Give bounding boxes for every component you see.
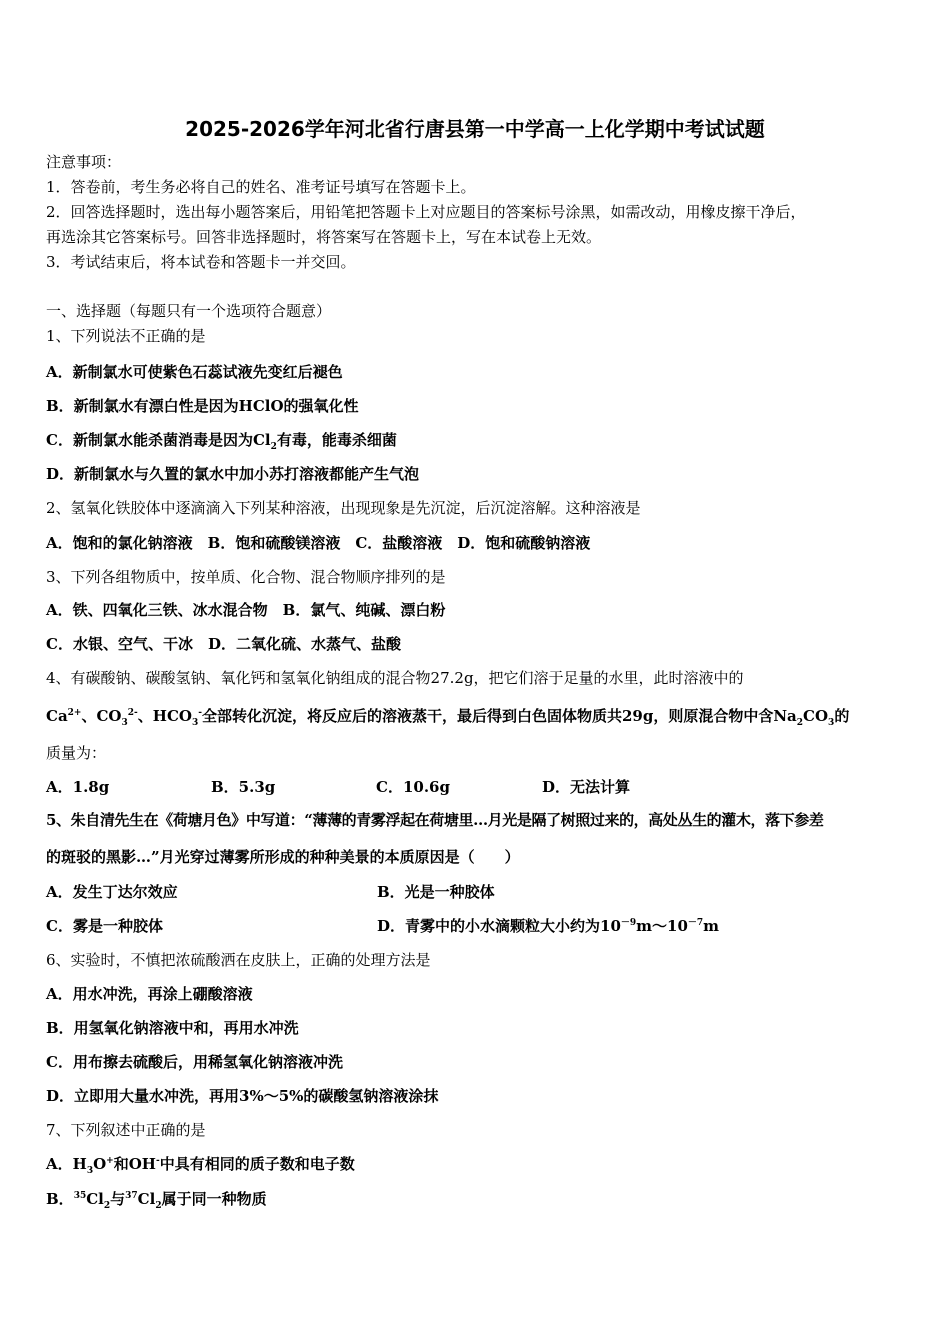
question-1-option-a: A．新制氯水可使紫色石蕊试液先变红后褪色 (46, 363, 343, 381)
subscript: 2 (270, 442, 277, 452)
question-7-option-a (46, 1154, 355, 1174)
question-3-options-ab: A．铁、四氧化三铁、冰水混合物 B．氯气、纯碱、漂白粉 (46, 601, 446, 619)
superscript: 2- (127, 708, 138, 718)
question-7-option-b (46, 1189, 267, 1209)
question-4-option-d: D．无法计算 (542, 778, 631, 796)
question-5-option-b: B．光是一种胶体 (377, 883, 495, 901)
superscript: 35 (73, 1191, 87, 1201)
option-a-text-mid: 和OH (113, 1155, 156, 1173)
ion-co3: 、CO (81, 707, 122, 725)
formula-text: Cl (86, 1190, 104, 1208)
question-5-option-c: C．雾是一种胶体 (46, 917, 163, 935)
question-2-stem: 2、氢氧化铁胶体中逐滴滴入下列某种溶液，出现现象是先沉淀，后沉淀溶解。这种溶液是 (46, 499, 641, 517)
superscript: - (155, 1156, 160, 1166)
subscript: 2 (796, 718, 804, 728)
question-5-options-ab (46, 882, 906, 902)
question-4-stem-line-2 (46, 706, 849, 726)
question-6-option-b: B．用氢氧化钠溶液中和，再用水冲洗 (46, 1019, 299, 1037)
question-6-option-a: A．用水冲洗，再涂上硼酸溶液 (46, 985, 253, 1003)
option-b-text: B． (46, 1190, 74, 1208)
question-1-option-d: D．新制氯水与久置的氯水中加小苏打溶液都能产生气泡 (46, 465, 420, 483)
question-4-stem-line-3: 质量为： (46, 744, 107, 762)
notice-item-1: 1．答卷前，考生务必将自己的姓名、准考证号填写在答题卡上。 (46, 178, 476, 196)
stem-text-end: 的 (834, 707, 850, 725)
formula-text: O (93, 1155, 107, 1173)
option-d-text-end: m (703, 917, 720, 935)
subscript: 2 (103, 1201, 111, 1211)
question-4-option-b: B．5.3g (211, 778, 276, 796)
stem-text: 4、有碳酸钠、碳酸氢钠、氧化钙和氢氧化钠组成的混合物27.2g，把它们溶于足量的水里，此时溶液中的 (46, 669, 744, 687)
superscript: －9 (620, 918, 637, 928)
question-1-option-c (46, 430, 397, 450)
question-6-option-c: C．用布擦去硫酸后，用稀氢氧化钠溶液冲洗 (46, 1053, 343, 1071)
notice-item-3: 3．考试结束后，将本试卷和答题卡一并交回。 (46, 253, 356, 271)
question-5-stem-line-2: 的斑驳的黑影…”月光穿过薄雾所形成的种种美景的本质原因是（ ） (46, 848, 520, 866)
question-4-stem-line-1 (46, 668, 744, 688)
question-7-stem: 7、下列叙述中正确的是 (46, 1121, 206, 1139)
superscript: - (198, 708, 202, 718)
option-c-text-end: 有毒，能毒杀细菌 (276, 431, 397, 449)
question-4-option-a: A．1.8g (46, 778, 110, 796)
subscript: 3 (86, 1166, 94, 1176)
option-b-text-end: 属于同一种物质 (161, 1190, 267, 1208)
stem-text: 全部转化沉淀，将反应后的溶液蒸干，最后得到白色固体物质共29g，则原混合物中含Na (201, 707, 797, 725)
notice-heading: 注意事项： (46, 153, 122, 171)
question-4-options (46, 777, 906, 797)
superscript: －7 (687, 918, 704, 928)
subscript: 3 (121, 718, 128, 728)
question-4-option-c: C．10.6g (376, 778, 450, 796)
question-5-stem-line-1: 5、朱自清先生在《荷塘月色》中写道：“薄薄的青雾浮起在荷塘里…月光是隔了树照过来的，高处丛生的灌木，落下参差 (46, 811, 824, 829)
option-a-text: A．H (46, 1155, 87, 1173)
question-1-stem: 1、下列说法不正确的是 (46, 327, 206, 345)
subscript: 3 (191, 718, 199, 728)
question-3-options-cd: C．水银、空气、干冰 D．二氧化硫、水蒸气、盐酸 (46, 635, 401, 653)
superscript: + (106, 1156, 114, 1166)
option-a-text-end: 中具有相同的质子数和电子数 (159, 1155, 355, 1173)
formula-text: CO (803, 707, 829, 725)
section-heading: 一、选择题（每题只有一个选项符合题意） (46, 302, 332, 320)
page-title: 2025-2026学年河北省行唐县第一中学高一上化学期中考试试题 (185, 117, 765, 141)
superscript: 37 (125, 1191, 138, 1201)
question-5-option-a: A．发生丁达尔效应 (46, 883, 178, 901)
question-1-option-b: B．新制氯水有漂白性是因为HClO的强氧化性 (46, 397, 359, 415)
option-c-text: C．新制氯水能杀菌消毒是因为Cl (46, 431, 271, 449)
option-d-text-mid: m～10 (636, 917, 688, 935)
question-5-options-cd (46, 916, 906, 936)
formula-text: Cl (137, 1190, 156, 1208)
question-6-option-d: D．立即用大量水冲洗，再用3%～5%的碳酸氢钠溶液涂抹 (46, 1087, 439, 1105)
ion-hco3: 、HCO (137, 707, 192, 725)
subscript: 3 (828, 718, 835, 728)
question-6-stem: 6、实验时，不慎把浓硫酸洒在皮肤上，正确的处理方法是 (46, 951, 431, 969)
option-d-text: D．青雾中的小水滴颗粒大小约为10 (377, 917, 621, 935)
notice-item-2: 2．回答选择题时，选出每小题答案后，用铅笔把答题卡上对应题目的答案标号涂黑，如需改动，用橡皮擦干净后， (46, 203, 806, 221)
subscript: 2 (155, 1201, 162, 1211)
option-b-text-mid: 与 (110, 1190, 126, 1208)
superscript: 2+ (67, 708, 82, 718)
ion-ca: Ca (46, 707, 68, 725)
question-5-option-d (377, 916, 719, 936)
question-2-options: A．饱和的氯化钠溶液 B．饱和硫酸镁溶液 C．盐酸溶液 D．饱和硫酸钠溶液 (46, 534, 591, 552)
question-3-stem: 3、下列各组物质中，按单质、化合物、混合物顺序排列的是 (46, 568, 446, 586)
notice-item-2-cont: 再选涂其它答案标号。回答非选择题时，将答案写在答题卡上，写在本试卷上无效。 (46, 228, 602, 246)
